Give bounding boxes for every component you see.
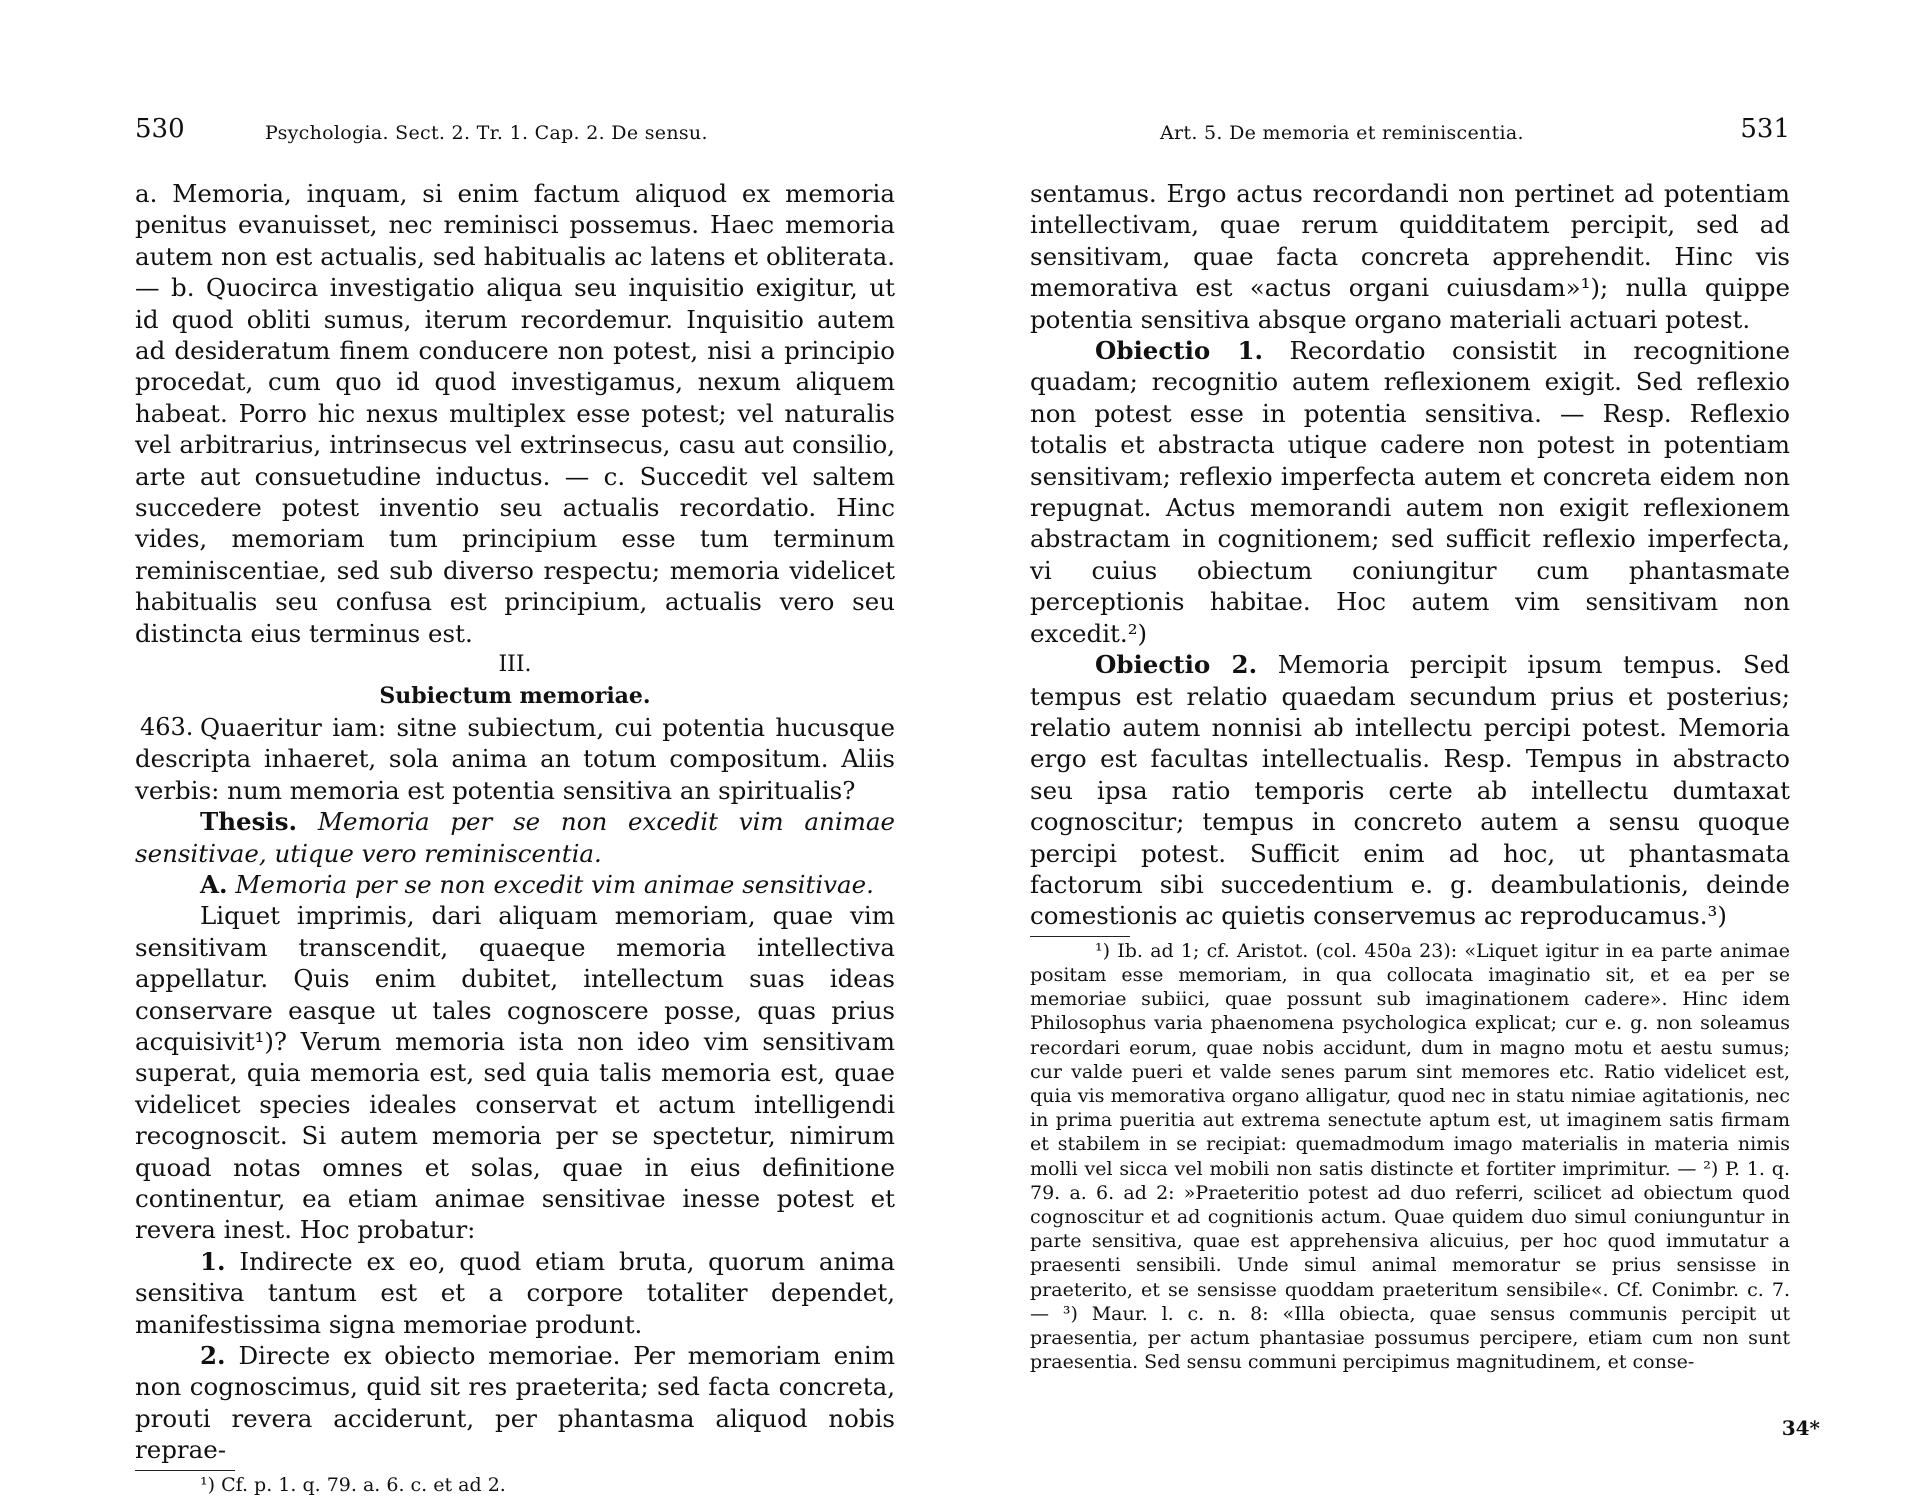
objection-1: [1030, 335, 1790, 649]
section-title: Subiectum memoriae.: [379, 682, 651, 709]
left-body: [135, 178, 895, 1497]
item-2-text: Directe ex obiecto memoriae. Per memoriam enim non cognoscimus, quid sit res praeterita; sed facta concreta, prouti revera acciderunt, per phantasma aliquod nobis reprae-: [135, 1341, 895, 1465]
left-footnote: ¹) Cf. p. 1. q. 79. a. 6. c. et ad 2.: [200, 1473, 506, 1496]
left-paragraph-1: a. Memoria, inquam, si enim factum aliquod ex memoria penitus evanuisset, nec reminisci possemus. Haec memoria autem non est actualis, sed habitualis ac latens et obliterata. — b. Quocirca investigatio aliqua seu inquisitio exigitur, ut id quod obliti sumus, iterum recordemur. Inquisitio autem ad desideratum finem conducere non potest, nisi a principio procedat, cum quo id quod investigamus, nexum aliquem habeat. Porro hic nexus multiplex esse potest; vel naturalis vel arbitrarius, intrinsecus vel extrinsecus, casu aut consilio, arte aut consuetudine inductus. — c. Succedit vel saltem succedere potest inventio seu actualis recordatio. Hinc vides, memoriam tum principium esse tum terminum reminiscentiae, sed sub diverso respectu; memoria videlicet habitualis seu confusa est principium, actualis vero seu distincta eius terminus est.: [135, 179, 895, 648]
right-header: [1030, 114, 1790, 158]
section-roman-numeral: III.: [498, 652, 532, 678]
signature-mark: 34*: [1781, 1416, 1820, 1440]
item-1-label: 1.: [200, 1246, 226, 1276]
right-page-number: 531: [1740, 114, 1790, 144]
objection-2-label: Obiectio 2.: [1095, 650, 1258, 680]
thesis-label: Thesis.: [200, 807, 298, 837]
right-footnotes: ¹) Ib. ad 1; cf. Aristot. (col. 450a 23): «Liquet igitur in ea parte animae positam esse memoriam, in qua collocata imaginatio sit, et ea per se memoriae subiici, quae possunt sub imaginationem cadere». Hinc idem Philosophus varia phaenomena psychologica explicat; cur e. g. non soleamus recordari eorum, quae nobis accidunt, dum in magno motu et aestu sumus; cur valde pueri et valde senes parum sint memores etc. Ratio videlicet est, quia vis memorativa organo alligatur, quod nec in statu nimiae agitationis, nec in prima pueritia aut extrema senectute aptum est, ut imaginem satis firmam et stabilem in se recipiat: quemadmodum imago materialis in materia nimis molli vel sicca vel mobili non satis distincte et fortiter imprimitur. — ²) P. 1. q. 79. a. 6. ad 2: »Praeteritio potest ad duo referri, scilicet ad obiectum quod cognoscitur et ad cognitionis actum. Quae quidem duo simul coniunguntur in parte sensitiva, quae est apprehensiva alicuius, per hoc quod immutatur a praesenti sensibili. Unde simul animal memoratur se prius sensisse in praeterito, et se sensisse quoddam praeteritum sensibile«. Cf. Conimbr. c. 7. — ³) Maur. l. c. n. 8: «Illa obiecta, quae sensus communis percipit ut praesentia, per actum phantasiae possumus percipere, etiam cum non sunt praesentia. Sed sensu communi percipimus magnitudinem, et conse-: [1030, 939, 1790, 1374]
right-footnote-rule: [1030, 936, 1130, 937]
right-page: [955, 0, 1910, 1500]
item-1: [135, 1246, 895, 1340]
objection-2-text: Memoria percipit ipsum tempus. Sed tempus est relatio quaedam secundum prius et posterius; relatio autem nonnisi ab intellectu percipi potest. Memoria ergo est facultas intellectualis. Resp. Tempus in abstracto seu ipsa ratio temporis certe ab intellectu dumtaxat cognoscitur; tempus in concreto autem a sensu quoque percipi potest. Sufficit enim ad hoc, ut phantasmata factorum sibi succedentium e. g. deambulationis, deinde comestionis ac quietis conservemus ac reproducamus.³): [1030, 650, 1790, 931]
left-header: [135, 114, 895, 158]
margin-number: 463.: [140, 712, 194, 741]
thesis-text: Memoria per se non excedit vim animae sensitivae, utique vero reminiscentia.: [135, 807, 895, 868]
part-a-label: A.: [200, 869, 228, 899]
left-paragraph-2: [135, 712, 895, 806]
left-footnote-rule: [135, 1470, 235, 1471]
objection-1-text: Recordatio consistit in recognitione quadam; recognitio autem reflexionem exigit. Sed reflexio non potest esse in potentia sensitiva. — Resp. Reflexio totalis et abstracta utique cadere non potest in potentiam sensitivam; reflexio imperfecta autem et concreta eidem non repugnat. Actus memorandi autem non exigit reflexionem abstractam in cognitionem; sed sufficit reflexio imperfecta, vi cuius obiectum coniungitur cum phantasmate perceptionis habitae. Hoc autem vim sensitivam non excedit.²): [1030, 336, 1791, 648]
objection-1-label: Obiectio 1.: [1095, 336, 1264, 366]
part-a-heading: [135, 869, 895, 900]
left-running-head: Psychologia. Sect. 2. Tr. 1. Cap. 2. De sensu.: [265, 122, 708, 144]
right-paragraph-1: sentamus. Ergo actus recordandi non pertinet ad potentiam intellectivam, quae rerum quidditatem percipit, sed ad sensitivam, quae facta concreta apprehendit. Hinc vis memorativa est «actus organi cuiusdam»¹); nulla quippe potentia sensitiva absque organo materiali actuari potest.: [1030, 179, 1790, 334]
right-running-head: Art. 5. De memoria et reminiscentia.: [1160, 122, 1524, 144]
left-paragraph-3: Liquet imprimis, dari aliquam memoriam, quae vim sensitivam transcendit, quaeque memoria intellectiva appellatur. Quis enim dubitet, intellectum suas ideas conservare easque ut tales cognoscere posse, quas prius acquisivit¹)? Verum memoria ista non ideo vim sensitivam superat, quia memoria est, sed quia talis memoria est, quae videlicet species ideales conservat et actum intelligendi recognoscit. Si autem memoria per se spectetur, nimirum quoad notas omnes et solas, quae in eius definitione continentur, ea etiam animae sensitivae inesse potest et revera inest. Hoc probatur:: [135, 901, 895, 1245]
item-2-label: 2.: [200, 1341, 226, 1371]
item-2: [135, 1340, 895, 1466]
objection-2: [1030, 649, 1790, 932]
part-a-text: Memoria per se non excedit vim animae sensitivae.: [235, 869, 874, 899]
right-body: [1030, 178, 1790, 1374]
item-1-text: Indirecte ex eo, quod etiam bruta, quorum anima sensitiva tantum est et a corpore totaliter dependet, manifestissima signa memoriae produnt.: [135, 1246, 895, 1339]
left-paragraph-2-text: Quaeritur iam: sitne subiectum, cui potentia hucusque descripta inhaeret, sola anima an totum compositum. Aliis verbis: num memoria est potentia sensitiva an spiritualis?: [135, 712, 895, 805]
thesis: [135, 806, 895, 869]
left-page-number: 530: [135, 114, 185, 144]
